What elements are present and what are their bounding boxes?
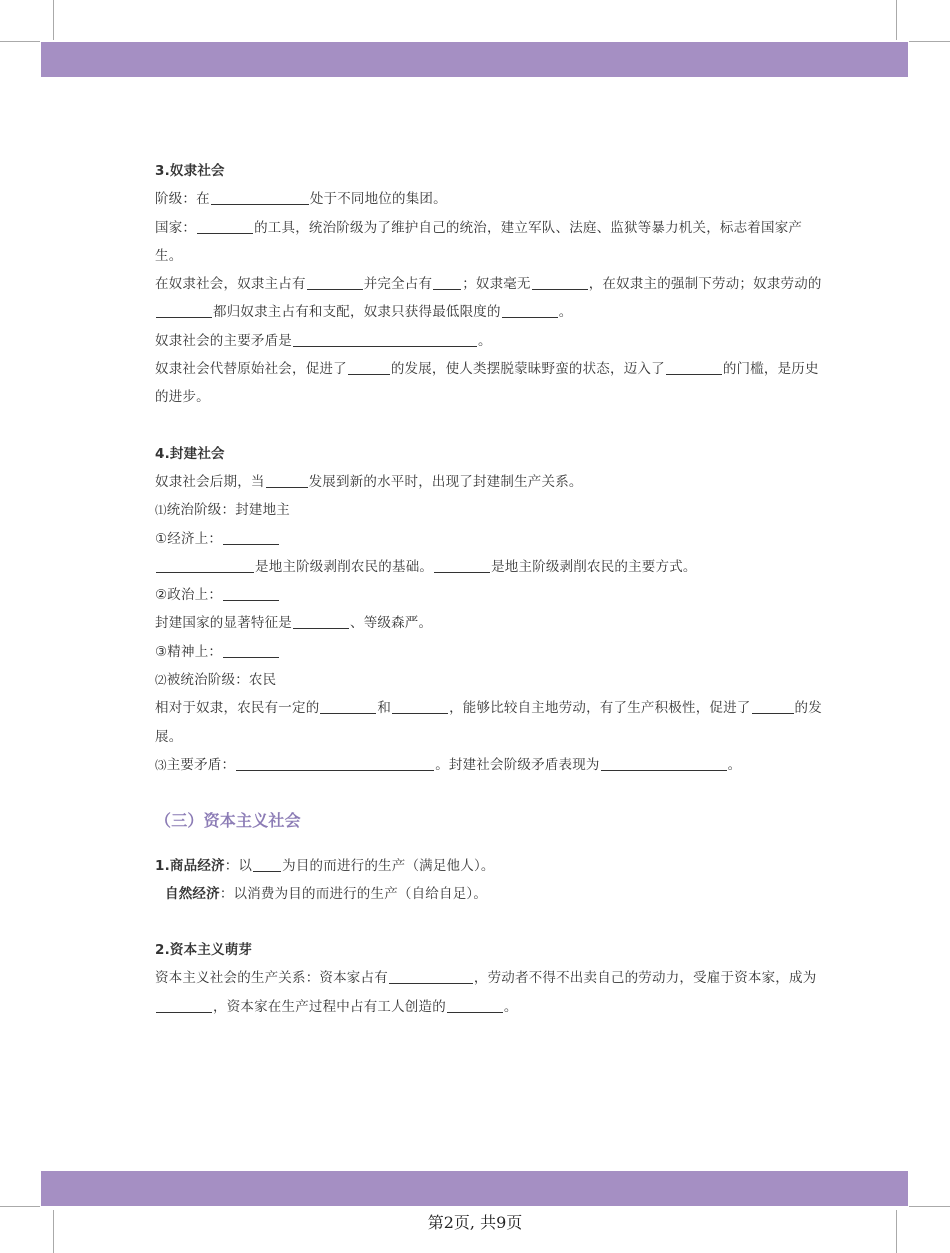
paragraph: ②政治上：: [155, 581, 823, 609]
blank[interactable]: [156, 303, 212, 318]
blank[interactable]: [156, 998, 212, 1013]
crop-mark: [0, 1206, 40, 1207]
paragraph: ①经济上：: [155, 525, 823, 553]
paragraph: 资本主义社会的生产关系：资本家占有 ，劳动者不得不出卖自己的劳动力，受雇于资本家，成为，资本家在生产过程中占有工人创造的 。: [155, 970, 817, 1015]
blank[interactable]: [666, 360, 722, 375]
blank[interactable]: [434, 558, 490, 573]
blank[interactable]: [197, 219, 253, 234]
crop-mark: [909, 1206, 950, 1207]
blank[interactable]: [236, 756, 434, 771]
blank[interactable]: [223, 530, 279, 545]
paragraph: 封建国家的显著特征是 、等级森严。: [155, 615, 433, 632]
header-band: [41, 42, 908, 77]
paragraph: 在奴隶社会，奴隶主占有 并完全占有 ；奴隶毫无 ，在奴隶主的强制下劳动；奴隶劳动的都归奴隶主占有和支配，奴隶只获得最低限度的 。: [155, 276, 822, 321]
blank[interactable]: [392, 699, 448, 714]
page-number: 第2页, 共9页: [427, 1213, 523, 1232]
crop-mark: [0, 41, 40, 42]
paragraph: 奴隶社会后期，当 发展到新的水平时，出现了封建制生产关系。: [155, 473, 583, 490]
blank[interactable]: [223, 643, 279, 658]
blank[interactable]: [447, 998, 503, 1013]
paragraph: 相对于奴隶，农民有一定的 和 ，能够比较自主地劳动，有了生产积极性，促进了 的发展。: [155, 700, 822, 745]
section-heading: 2.资本主义萌芽: [155, 942, 253, 959]
blank[interactable]: [266, 473, 308, 488]
blank[interactable]: [320, 699, 376, 714]
blank[interactable]: [307, 275, 363, 290]
blank[interactable]: [433, 275, 461, 290]
paragraph: 1.商品经济：以 为目的而进行的生产（满足他人）。: [155, 857, 495, 874]
paragraph: ⑵被统治阶级：农民: [155, 672, 277, 689]
blank[interactable]: [253, 857, 281, 872]
paragraph: 是地主阶级剥削农民的基础。 是地主阶级剥削农民的主要方式。: [155, 553, 823, 581]
blank[interactable]: [502, 303, 558, 318]
paragraph: ⑶主要矛盾： 。封建社会阶级矛盾表现为 。: [155, 756, 742, 773]
crop-mark: [896, 0, 897, 40]
blank[interactable]: [348, 360, 390, 375]
blank[interactable]: [223, 586, 279, 601]
section-heading: 3.奴隶社会: [155, 163, 225, 179]
paragraph: 阶级：在 处于不同地位的集团。: [155, 191, 447, 208]
blank[interactable]: [293, 332, 477, 347]
paragraph: 奴隶社会代替原始社会，促进了 的发展，使人类摆脱蒙昧野蛮的状态，迈入了 的门槛，是历史的进步。: [155, 361, 819, 406]
blank[interactable]: [532, 275, 588, 290]
paragraph: ⑴统治阶级：封建地主: [155, 502, 291, 519]
blank[interactable]: [293, 614, 349, 629]
blank[interactable]: [211, 190, 309, 205]
paragraph: 国家： 的工具，统治阶级为了维护自己的统治，建立军队、法庭、监狱等暴力机关，标志着国家产生。: [155, 219, 803, 264]
crop-mark: [53, 0, 54, 40]
chapter-heading: （三）资本主义社会: [155, 811, 301, 831]
paragraph: ③精神上：: [155, 638, 823, 666]
footer-band: [41, 1171, 908, 1206]
page-content: [155, 157, 823, 1021]
blank[interactable]: [389, 969, 473, 984]
crop-mark: [909, 41, 950, 42]
blank[interactable]: [752, 699, 794, 714]
paragraph: 奴隶社会的主要矛盾是 。: [155, 332, 492, 349]
paragraph: 自然经济：以消费为目的而进行的生产（自给自足）。: [165, 885, 488, 902]
blank[interactable]: [156, 558, 254, 573]
section-heading: 4.封建社会: [155, 445, 225, 462]
blank[interactable]: [601, 756, 727, 771]
